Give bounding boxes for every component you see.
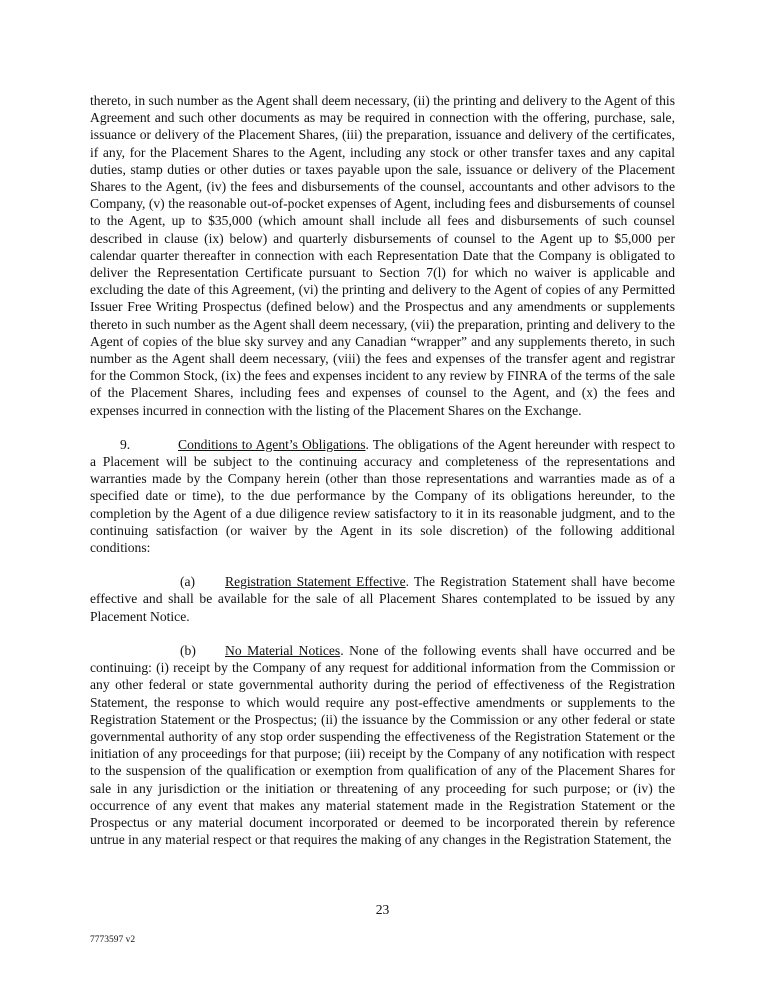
section-9-paragraph (90, 436, 675, 556)
subsection-heading: No Material Notices (225, 642, 341, 658)
subsection-a-paragraph (90, 573, 675, 625)
document-id: 7773597 v2 (90, 935, 136, 945)
subsection-body: . None of the following events shall have occurred and be continuing: (i) receipt by the Company of any request for additional information from the Commission or any other federal or state governmental authority during the period of effectiveness of the Registration Statement, the response to which would require any post-effective amendments or supplements to the Registration Statement or the Prospectus; (ii) the issuance by the Commission or any other federal or state governmental authority of any stop order suspending the effectiveness of the Registration Statement or the initiation of any proceedings for that purpose; (iii) receipt by the Company of any notification with respect to the suspension of the qualification or exemption from qualification of any of the Placement Shares for sale in any jurisdiction or the initiation or threatening of any proceeding for such purpose; or (iv) the occurrence of any event that makes any material statement made in the Registration Statement or the Prospectus or any material document incorporated or deemed to be incorporated therein by reference untrue in any material respect or that requires the making of any changes in the Registration Statement, the (90, 642, 675, 848)
subsection-number: (a) (180, 574, 196, 590)
section-body: . The obligations of the Agent hereunder with respect to a Placement will be subject to the continuing accuracy and completeness of the representations and warranties made by the Company herein (other than those representations and warranties made as of a specified date or time), to the due performance by the Company of its obligations hereunder, to the completion by the Agent of a due diligence review satisfactory to it in its reasonable judgment, and to the continuing satisfaction (or waiver by the Agent in its sole discretion) of the following additional conditions: (90, 436, 675, 556)
section-number: 9. (120, 436, 131, 452)
paragraph-continuation: thereto, in such number as the Agent shall deem necessary, (ii) the printing and delivery to the Agent of this Agreement and such other documents as may be required in connection with the offering, purchase, sale, issuance or delivery of the Placement Shares, (iii) the preparation, issuance and delivery of the certificates, if any, for the Placement Shares to the Agent, including any stock or other transfer taxes and any capital duties, stamp duties or other duties or taxes payable upon the sale, issuance or delivery of the Placement Shares to the Agent, (iv) the fees and disbursements of the counsel, accountants and other advisors to the Company, (v) the reasonable out-of-pocket expenses of Agent, including fees and disbursements of counsel to the Agent, up to $35,000 (which amount shall include all fees and disbursements of such counsel described in clause (ix) below) and quarterly disbursements of counsel to the Agent up to $5,000 per calendar quarter thereafter in connection with each Representation Date that the Company is obligated to deliver the Representation Certificate pursuant to Section 7(l) for which no waiver is applicable and excluding the date of this Agreement, (vi) the printing and delivery to the Agent of copies of any Permitted Issuer Free Writing Prospectus (defined below) and the Prospectus and any amendments or supplements thereto in such number as the Agent shall deem necessary, (vii) the preparation, printing and delivery to the Agent of copies of the blue sky survey and any Canadian “wrapper” and any supplements thereto, in such number as the Agent shall deem necessary, (viii) the fees and expenses of the transfer agent and registrar for the Common Stock, (ix) the fees and expenses incident to any review by FINRA of the terms of the sale of the Placement Shares, including fees and expenses of counsel to the Agent, and (x) the fees and expenses incurred in connection with the listing of the Placement Shares on the Exchange. (90, 93, 675, 418)
subsection-body: . The Registration Statement shall have become effective and shall be available for the sale of all Placement Shares contemplated to be issued by any Placement Notice. (90, 574, 676, 624)
subsection-heading: Registration Statement Effective (225, 574, 406, 590)
section-heading: Conditions to Agent’s Obligations (178, 436, 366, 452)
subsection-number: (b) (180, 642, 196, 658)
page-number: 23 (375, 902, 390, 917)
subsection-b-paragraph (90, 642, 675, 848)
document-page (90, 92, 675, 848)
